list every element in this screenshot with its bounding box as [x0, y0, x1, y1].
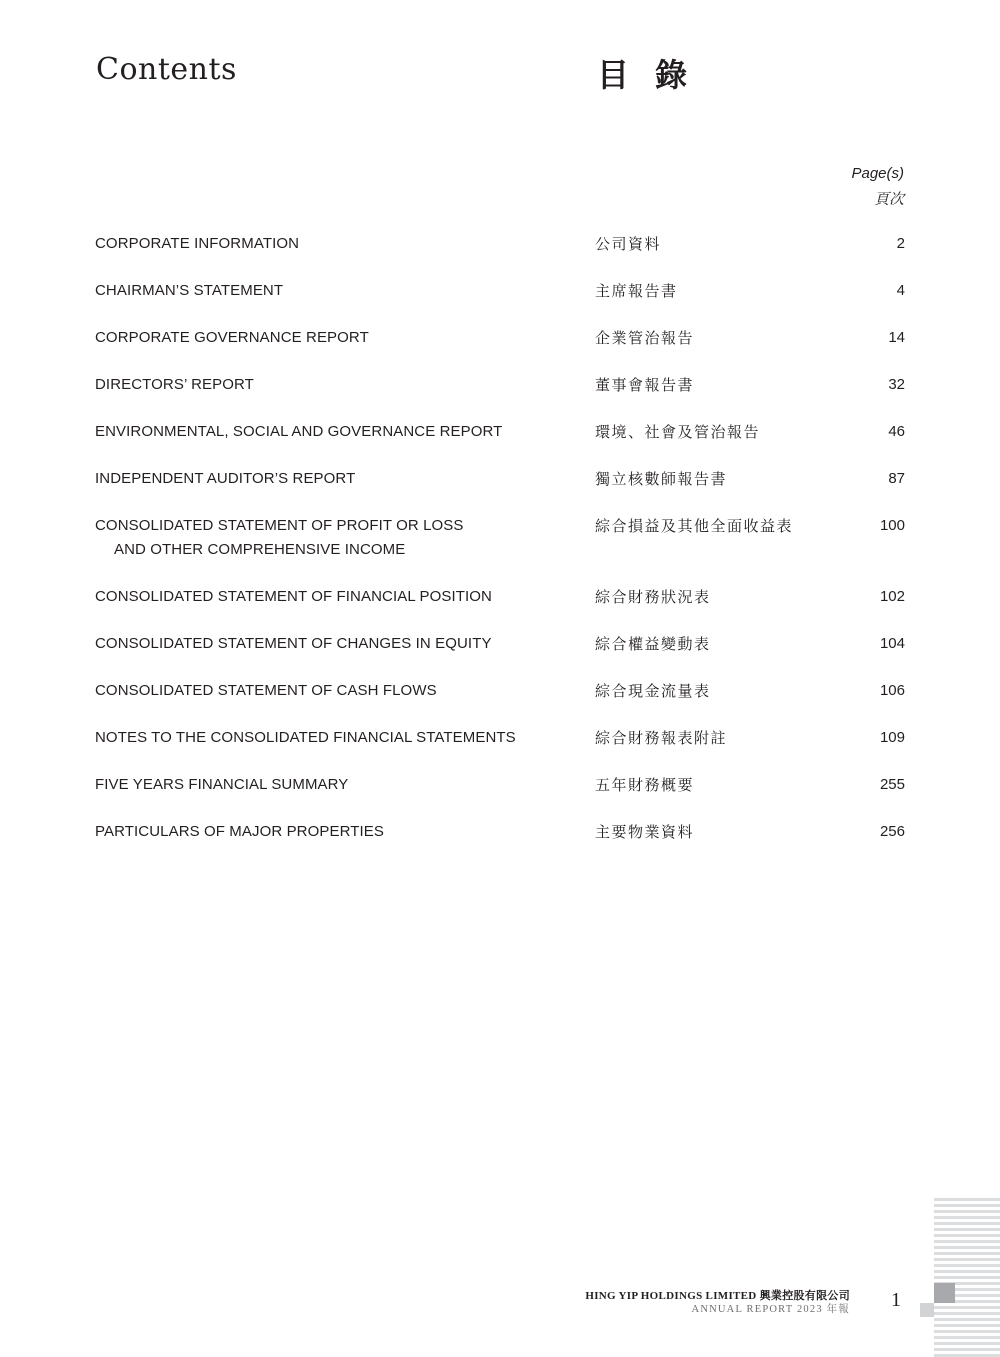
decorative-square-dark: [934, 1283, 955, 1303]
toc-entry-corporate-governance-report[interactable]: [95, 329, 905, 347]
toc-entry-page: 46: [888, 423, 905, 440]
toc-entry-page: 2: [896, 235, 905, 252]
toc-entry-title: CORPORATE INFORMATION: [95, 235, 300, 252]
toc-entry-chairmans-statement[interactable]: [95, 282, 905, 300]
page-number: 1: [891, 1289, 901, 1311]
toc-entry-page: 106: [879, 682, 905, 699]
toc-entry-title: CHAIRMAN’S STATEMENT: [95, 282, 284, 299]
toc-entry-statement-of-changes-in-equity[interactable]: [95, 635, 905, 653]
toc-entry-statement-of-cash-flows[interactable]: [95, 682, 905, 700]
toc-entry-title-chinese: 五年財務概要: [595, 776, 695, 794]
toc-entry-title: CONSOLIDATED STATEMENT OF FINANCIAL POSITION: [95, 588, 492, 605]
toc-entry-title: INDEPENDENT AUDITOR’S REPORT: [95, 470, 356, 487]
toc-entry-page: 87: [888, 470, 905, 487]
pages-column-label: Page(s): [851, 165, 904, 182]
toc-entry-title-chinese: 綜合現金流量表: [595, 682, 711, 700]
toc-entry-page: 4: [896, 282, 905, 299]
toc-entry-title-chinese: 主要物業資料: [595, 823, 695, 841]
toc-entry-page: 104: [879, 635, 905, 652]
toc-entry-title: ENVIRONMENTAL, SOCIAL AND GOVERNANCE REPORT: [95, 423, 503, 440]
table-of-contents: [95, 235, 905, 870]
toc-entry-title: DIRECTORS’ REPORT: [95, 376, 254, 393]
toc-entry-page: 102: [879, 588, 905, 605]
toc-entry-statement-of-profit-or-loss[interactable]: [95, 517, 905, 559]
toc-entry-notes-to-financial-statements[interactable]: [95, 729, 905, 747]
toc-entry-title: CONSOLIDATED STATEMENT OF CHANGES IN EQUITY: [95, 635, 492, 652]
toc-entry-directors-report[interactable]: [95, 376, 905, 394]
toc-entry-corporate-information[interactable]: [95, 235, 905, 253]
toc-entry-title-chinese: 綜合財務狀況表: [595, 588, 711, 606]
toc-entry-title-chinese: 董事會報告書: [595, 376, 695, 394]
toc-entry-title-chinese: 企業管治報告: [595, 329, 695, 347]
toc-entry-title-chinese: 綜合財務報表附註: [595, 729, 728, 747]
toc-entry-title-chinese: 環境、社會及管治報告: [595, 423, 761, 441]
toc-entry-title-chinese: 獨立核數師報告書: [595, 470, 728, 488]
footer-company-name: HING YIP HOLDINGS LIMITED 興業控股有限公司: [585, 1290, 850, 1302]
toc-entry-title-block: [95, 517, 595, 559]
toc-entry-title: PARTICULARS OF MAJOR PROPERTIES: [95, 823, 384, 840]
toc-entry-independent-auditors-report[interactable]: [95, 470, 905, 488]
footer-report-title: ANNUAL REPORT 2023 年報: [691, 1304, 850, 1315]
toc-entry-title-chinese: 綜合損益及其他全面收益表: [595, 517, 794, 535]
toc-entry-page: 109: [879, 729, 905, 746]
toc-entry-title: FIVE YEARS FINANCIAL SUMMARY: [95, 776, 349, 793]
page-title-chinese: 目錄: [597, 56, 714, 94]
toc-entry-title: NOTES TO THE CONSOLIDATED FINANCIAL STATEMENTS: [95, 729, 516, 746]
toc-entry-title-chinese: 主席報告書: [595, 282, 678, 300]
toc-entry-page: 32: [888, 376, 905, 393]
decorative-square-light: [920, 1303, 934, 1317]
toc-entry-title-chinese: 公司資料: [595, 235, 662, 253]
toc-entry-title: CONSOLIDATED STATEMENT OF CASH FLOWS: [95, 682, 437, 699]
toc-entry-esg-report[interactable]: [95, 423, 905, 441]
pages-column-label-chinese: 頁次: [873, 190, 904, 208]
toc-entry-title: CORPORATE GOVERNANCE REPORT: [95, 329, 369, 346]
page-title: Contents: [96, 52, 237, 87]
toc-entry-particulars-of-major-properties[interactable]: [95, 823, 905, 841]
toc-entry-title: CONSOLIDATED STATEMENT OF PROFIT OR LOSS: [95, 517, 464, 534]
decorative-stripes: [934, 1198, 1000, 1357]
toc-entry-five-years-financial-summary[interactable]: [95, 776, 905, 794]
toc-entry-page: 14: [888, 329, 905, 346]
toc-entry-page: 256: [879, 823, 905, 840]
toc-entry-title-chinese: 綜合權益變動表: [595, 635, 711, 653]
toc-entry-title-continued: AND OTHER COMPREHENSIVE INCOME: [114, 541, 406, 558]
toc-entry-page: 255: [879, 776, 905, 793]
toc-entry-page: 100: [879, 517, 905, 534]
toc-entry-statement-of-financial-position[interactable]: [95, 588, 905, 606]
